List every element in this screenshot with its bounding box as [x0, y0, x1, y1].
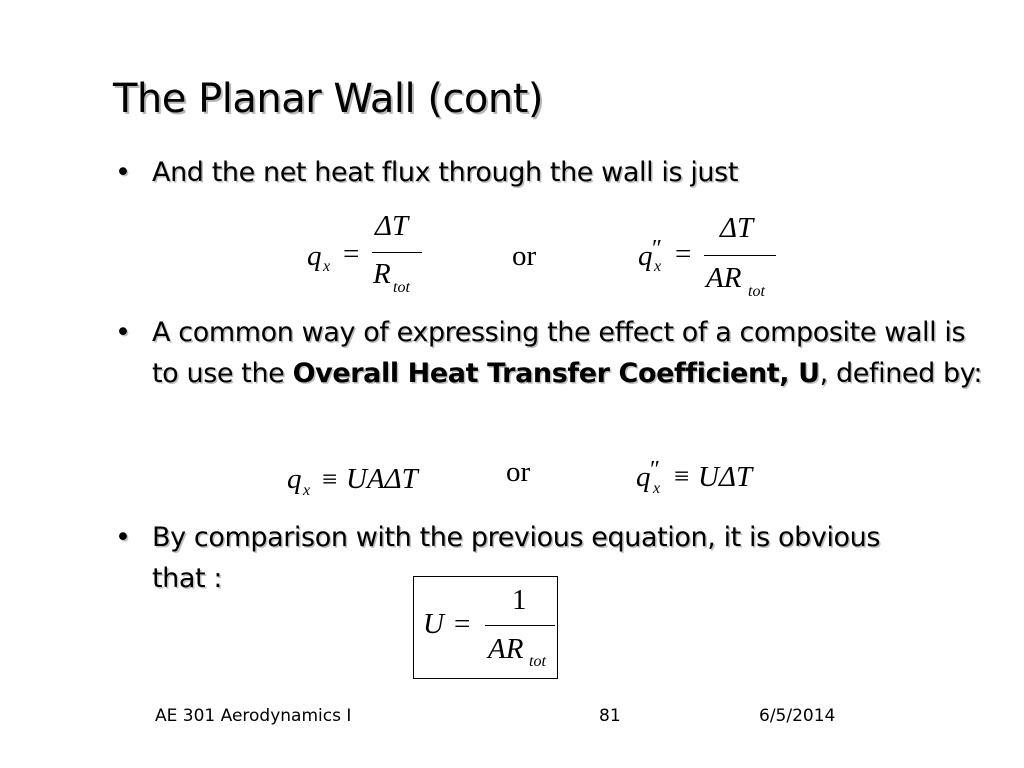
footer-page-number: 81 — [599, 706, 621, 726]
bullet-2-text-tail: , defined by: — [819, 358, 983, 389]
eq3-rhs: UAΔT — [346, 463, 418, 495]
footer-course: AE 301 Aerodynamics I — [155, 706, 352, 726]
bullet-1 — [115, 152, 915, 193]
bullet-2 — [115, 312, 985, 394]
eq2-lhs-prime: ″ — [652, 236, 662, 262]
eq1-denominator: R — [373, 258, 391, 290]
bullet-2-text-plain: A common way of expressing the effect of a composite wall is to use the — [152, 317, 966, 389]
eq1-equals: = — [343, 238, 360, 270]
bullet-2-text-bold: Overall Heat Transfer Coefficient, U — [292, 358, 820, 389]
bullet-marker: • — [115, 157, 131, 188]
eq4-lhs-prime: ″ — [650, 457, 660, 483]
eq5-equals: = — [454, 608, 471, 640]
eq2-lhs: q — [638, 240, 653, 272]
eq3-lhs: q — [287, 463, 302, 495]
boxed-equation — [413, 576, 558, 679]
bullet-marker: • — [115, 522, 131, 553]
bullet-2-text — [152, 312, 985, 394]
eq5-denominator: AR — [488, 633, 524, 665]
eq4-lhs: q — [636, 461, 651, 493]
eq2-equals: = — [675, 238, 692, 270]
eq2-denominator-sub: tot — [748, 283, 765, 300]
eq2-numerator: ΔT — [720, 212, 754, 244]
slide-title: The Planar Wall (cont) — [113, 76, 544, 122]
or-label-1: or — [512, 240, 537, 272]
or-label-2: or — [506, 456, 531, 488]
eq4-rhs: UΔT — [698, 461, 753, 493]
eq1-denominator-sub: tot — [393, 279, 410, 296]
eq4-lhs-sub: x — [653, 480, 661, 497]
eq1-fraction-bar — [372, 252, 422, 253]
eq5-denominator-sub: tot — [529, 653, 546, 670]
eq1-numerator: ΔT — [375, 210, 409, 242]
bullet-marker: • — [115, 317, 131, 348]
bullet-1-text: And the net heat flux through the wall is just — [152, 157, 739, 188]
eq3-identity: ≡ — [322, 464, 338, 494]
eq1-lhs-sub: x — [323, 258, 331, 275]
eq5-fraction-bar — [485, 625, 555, 626]
eq3-lhs-sub: x — [303, 482, 311, 499]
eq2-denominator: AR — [706, 262, 742, 294]
eq1-lhs: q — [307, 240, 322, 272]
eq4-identity: ≡ — [674, 461, 690, 491]
eq5-lhs: U — [423, 608, 444, 640]
eq2-fraction-bar — [704, 255, 776, 256]
eq5-numerator: 1 — [512, 584, 527, 616]
footer-date: 6/5/2014 — [759, 706, 836, 726]
eq2-lhs-sub: x — [654, 258, 662, 275]
bullet-3-text: By comparison with the previous equation, it is obvious that : — [152, 522, 881, 594]
